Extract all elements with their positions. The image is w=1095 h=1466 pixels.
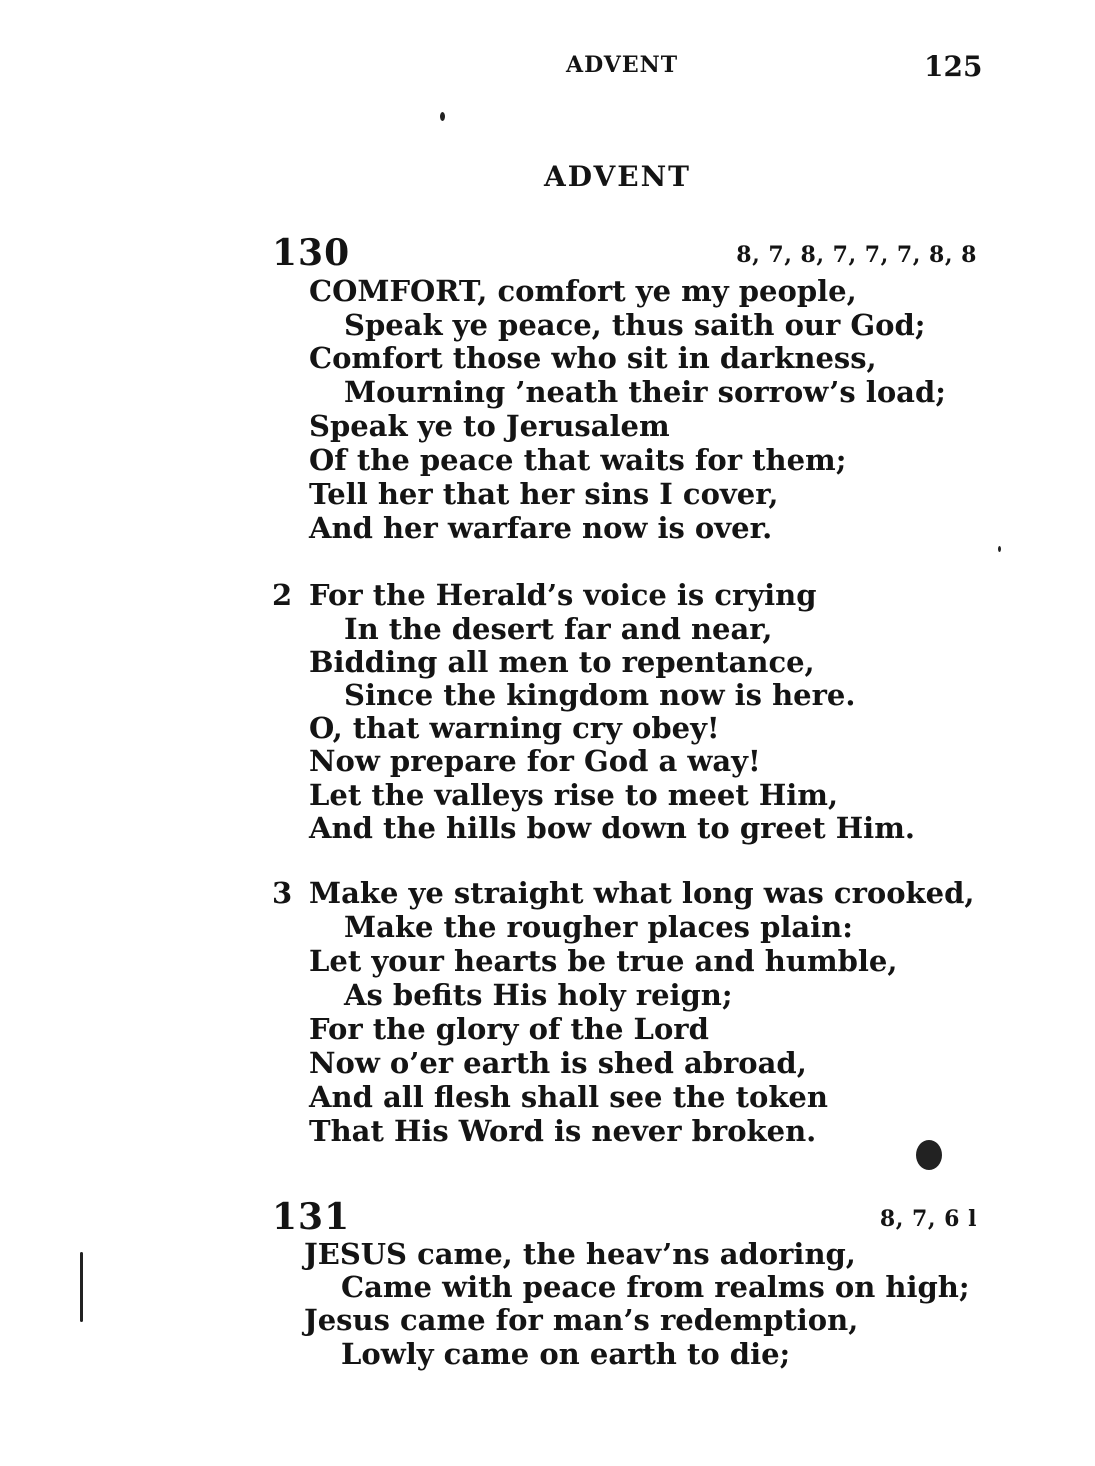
section-title: ADVENT (544, 160, 692, 193)
verse-line: Mourning ’neath their sorrow’s load; (344, 375, 946, 409)
verse-line: O, that warning cry obey! (309, 711, 720, 745)
verse-number: 3 (272, 876, 293, 910)
verse-line: For the Herald’s voice is crying (309, 578, 817, 612)
verse-line: Speak ye peace, thus saith our God; (344, 308, 926, 342)
verse-line: Bidding all men to repentance, (309, 645, 815, 679)
ink-speck (440, 112, 445, 121)
hymn-131-header (272, 1196, 977, 1236)
verse-line: Came with peace from realms on high; (341, 1270, 970, 1304)
running-title: ADVENT (566, 52, 679, 78)
verse-number: 2 (272, 578, 293, 612)
hymn-number: 131 (272, 1196, 351, 1238)
verse-line: Tell her that her sins I cover, (309, 477, 779, 511)
verse-line: Of the peace that waits for them; (309, 443, 847, 477)
verse-line: Now prepare for God a way! (309, 744, 761, 778)
verse-line: And all flesh shall see the token (309, 1080, 828, 1114)
verse-line: Let the valleys rise to meet Him, (309, 778, 839, 812)
verse-line: JESUS came, the heav’ns adoring, (304, 1237, 856, 1271)
verse-line: Make the rougher places plain: (344, 910, 853, 944)
verse-line: And the hills bow down to greet Him. (309, 811, 915, 845)
verse-line: That His Word is never broken. (309, 1114, 817, 1148)
hymn-meter: 8, 7, 6 l (879, 1206, 977, 1232)
verse-line: Since the kingdom now is here. (344, 678, 856, 712)
scan-mark (80, 1252, 83, 1322)
verse-line: Let your hearts be true and humble, (309, 944, 898, 978)
verse-line: COMFORT, comfort ye my people, (309, 274, 857, 308)
verse-line: As befits His holy reign; (344, 978, 733, 1012)
verse-line: In the desert far and near, (344, 612, 773, 646)
verse-line: For the glory of the Lord (309, 1012, 709, 1046)
page-number: 125 (924, 50, 983, 83)
ink-speck (998, 546, 1001, 552)
hymn-130-header (272, 232, 977, 272)
ink-blot (916, 1140, 942, 1170)
verse-line: Comfort those who sit in darkness, (309, 341, 877, 375)
verse-line: Make ye straight what long was crooked, (309, 876, 975, 910)
verse-line: Speak ye to Jerusalem (309, 409, 670, 443)
verse-line: And her warfare now is over. (309, 511, 773, 545)
verse-line: Now o’er earth is shed abroad, (309, 1046, 807, 1080)
verse-line: Lowly came on earth to die; (341, 1337, 791, 1371)
hymn-meter: 8, 7, 8, 7, 7, 7, 8, 8 (736, 242, 977, 268)
verse-line: Jesus came for man’s redemption, (304, 1303, 859, 1337)
hymn-number: 130 (272, 232, 351, 274)
